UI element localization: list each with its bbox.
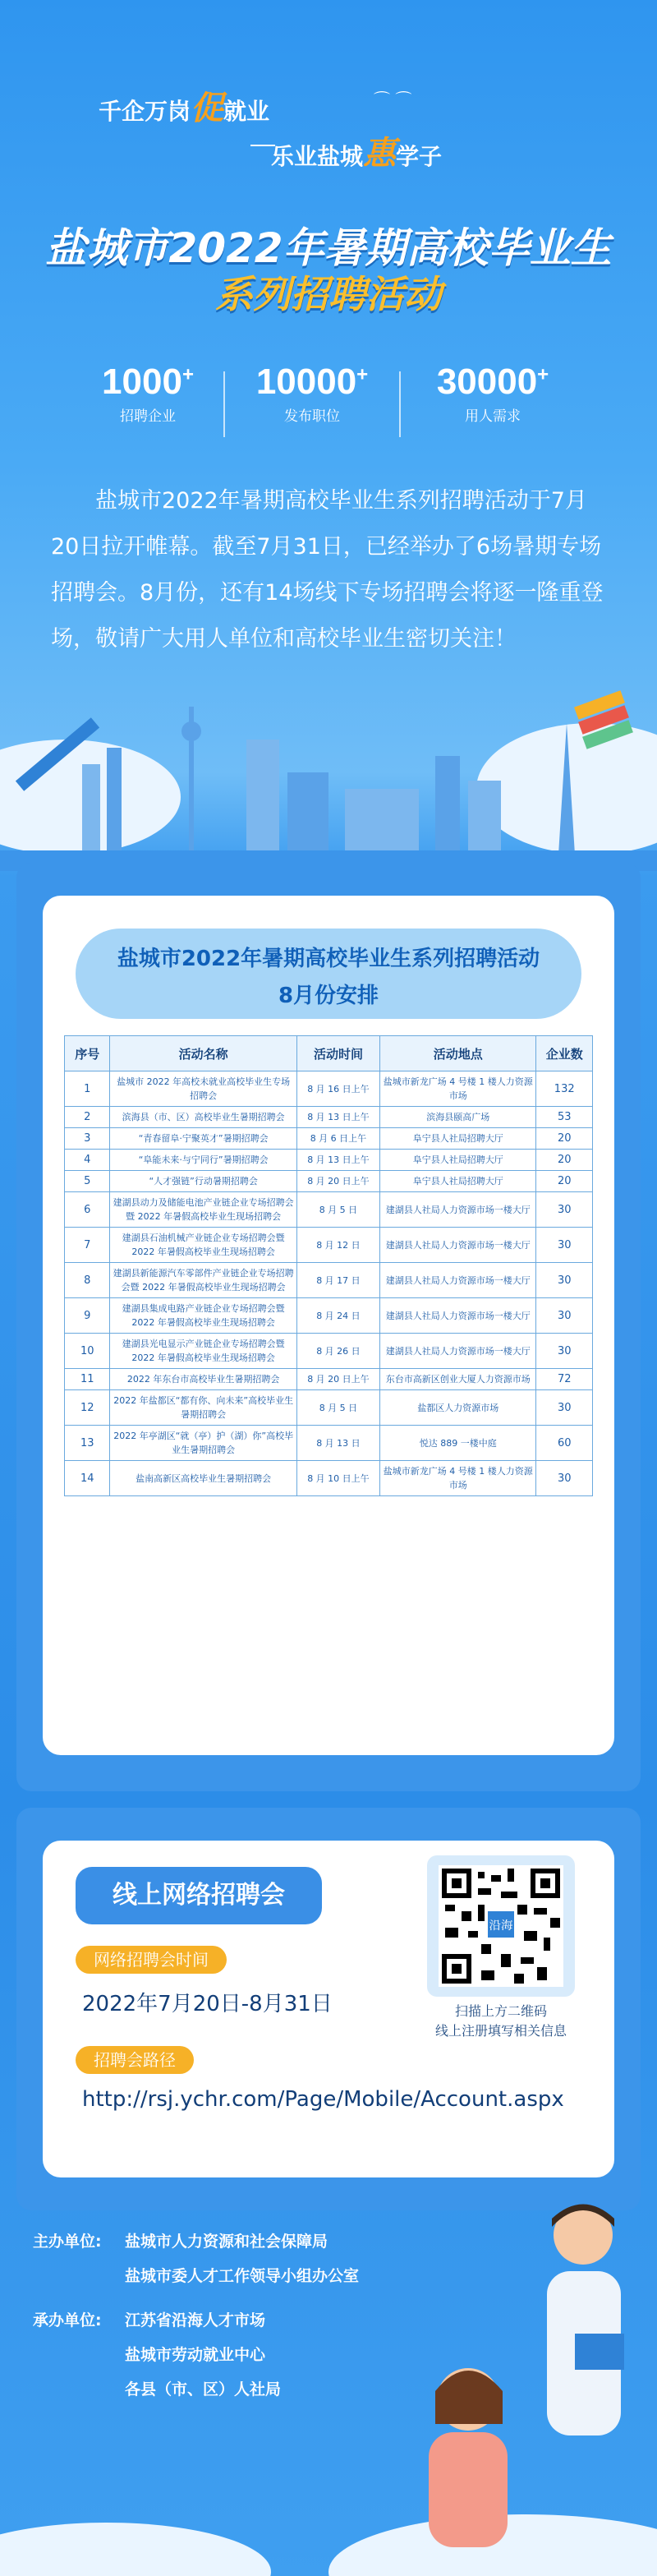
stat-plus: + xyxy=(537,363,549,386)
slogan-text: 千企万岗 xyxy=(99,98,191,125)
organizer-value: 各县（市、区）人社局 xyxy=(125,2380,282,2399)
schedule-title-pill xyxy=(76,929,581,1019)
table-cell: 6 xyxy=(65,1192,110,1228)
table-cell: 4 xyxy=(65,1150,110,1171)
slogan-line-1 xyxy=(99,82,269,129)
table-row xyxy=(65,1461,593,1496)
stat-positions xyxy=(230,362,394,425)
table-cell: 5 xyxy=(65,1171,110,1192)
table-cell: 8 月 5 日 xyxy=(296,1390,379,1426)
table-cell: 盐城市 2022 年高校未就业高校毕业生专场招聘会 xyxy=(110,1071,296,1107)
table-cell: 盐城市新龙广场 4 号楼 1 楼人力资源市场 xyxy=(380,1461,536,1496)
stat-label: 招聘企业 xyxy=(120,408,176,425)
qr-caption-line: 扫描上方二维码 xyxy=(454,2003,547,2019)
slogan-text: 学子 xyxy=(396,143,443,170)
stat-number: 1000 xyxy=(102,362,182,402)
stat-number: 30000 xyxy=(436,362,538,402)
table-cell: 30 xyxy=(536,1228,593,1263)
table-cell: 8 月 24 日 xyxy=(296,1298,379,1334)
table-cell: 8 月 13 日上午 xyxy=(296,1107,379,1128)
table-cell: 10 xyxy=(65,1334,110,1369)
column-header: 活动地点 xyxy=(380,1036,536,1071)
table-cell: 滨海县颐高广场 xyxy=(380,1107,536,1128)
slogan-highlight: 促 xyxy=(191,89,224,127)
fair-path-link[interactable]: http://rsj.ychr.com/Page/Mobile/Account.aspx xyxy=(82,2087,564,2112)
table-cell: 30 xyxy=(536,1334,593,1369)
host-value: 盐城市人力资源和社会保障局 xyxy=(125,2233,328,2251)
table-row xyxy=(65,1171,593,1192)
table-cell: 12 xyxy=(65,1390,110,1426)
table-cell: 8 月 12 日 xyxy=(296,1228,379,1263)
stat-plus: + xyxy=(181,363,194,386)
table-header-row xyxy=(65,1036,593,1071)
host-value: 盐城市委人才工作领导小组办公室 xyxy=(125,2267,360,2285)
table-cell: 20 xyxy=(536,1128,593,1150)
column-header: 活动名称 xyxy=(110,1036,296,1071)
table-cell: 8 月 6 日上午 xyxy=(296,1128,379,1150)
table-cell: 盐都区人力资源市场 xyxy=(380,1390,536,1426)
qr-code-icon[interactable] xyxy=(439,1865,563,1987)
fair-path-tag: 招聘会路径 xyxy=(76,2046,194,2074)
table-cell: 60 xyxy=(536,1426,593,1461)
table-cell: 悦达 889 一楼中庭 xyxy=(380,1426,536,1461)
table-cell: 7 xyxy=(65,1228,110,1263)
table-cell: 阜宁县人社局招聘大厅 xyxy=(380,1171,536,1192)
slogan-line-2 xyxy=(271,127,442,174)
table-cell: 建湖县人社局人力资源市场一楼大厅 xyxy=(380,1298,536,1334)
table-cell: 30 xyxy=(536,1390,593,1426)
table-cell: 30 xyxy=(536,1192,593,1228)
table-cell: 14 xyxy=(65,1461,110,1496)
table-cell: 建湖县动力及储能电池产业链企业专场招聘会暨 2022 年暑假高校毕业生现场招聘会 xyxy=(110,1192,296,1228)
table-row xyxy=(65,1150,593,1171)
schedule-panel xyxy=(43,896,614,1755)
stat-divider xyxy=(223,371,225,437)
stat-plus: + xyxy=(356,363,369,386)
table-row xyxy=(65,1128,593,1150)
table-cell: 2022 年盐都区“都有你、向未来”高校毕业生暑期招聘会 xyxy=(110,1390,296,1426)
table-cell: 53 xyxy=(536,1107,593,1128)
city-skyline-illustration xyxy=(0,674,657,871)
slogan-text: 乐业盐城 xyxy=(271,143,364,170)
table-row xyxy=(65,1298,593,1334)
birds-icon: ⌒ ⌒ xyxy=(374,90,412,109)
table-cell: 建湖县人社局人力资源市场一楼大厅 xyxy=(380,1192,536,1228)
table-cell: 132 xyxy=(536,1071,593,1107)
stat-number: 10000 xyxy=(255,362,357,402)
table-cell: 3 xyxy=(65,1128,110,1150)
table-cell: 建湖县人社局人力资源市场一楼大厅 xyxy=(380,1263,536,1298)
table-cell: 8 月 26 日 xyxy=(296,1334,379,1369)
stat-divider xyxy=(399,371,401,437)
table-row xyxy=(65,1228,593,1263)
online-fair-button[interactable]: 线上网络招聘会 xyxy=(76,1867,322,1924)
table-cell: 30 xyxy=(536,1461,593,1496)
table-cell: 建湖县新能源汽车零部件产业链企业专场招聘会暨 2022 年暑假高校毕业生现场招聘会 xyxy=(110,1263,296,1298)
qr-caption-line: 线上注册填写相关信息 xyxy=(434,2023,567,2039)
table-cell: 东台市高新区创业大厦人力资源市场 xyxy=(380,1369,536,1390)
stats-row xyxy=(0,362,657,452)
schedule-card xyxy=(16,863,641,1791)
table-cell: 8 月 20 日上午 xyxy=(296,1369,379,1390)
table-cell: 2022 年东台市高校毕业生暑期招聘会 xyxy=(110,1369,296,1390)
column-header: 企业数 xyxy=(536,1036,593,1071)
table-cell: 2022 年亭湖区“就（亭）护（湖）你”高校毕业生暑期招聘会 xyxy=(110,1426,296,1461)
schedule-title: 盐城市2022年暑期高校毕业生系列招聘活动 xyxy=(117,947,540,971)
table-cell: 20 xyxy=(536,1150,593,1171)
table-cell: 8 月 20 日上午 xyxy=(296,1171,379,1192)
table-cell: 30 xyxy=(536,1298,593,1334)
stat-label: 用人需求 xyxy=(465,408,521,425)
people-illustration xyxy=(0,2186,657,2576)
table-row xyxy=(65,1192,593,1228)
qr-code-box xyxy=(427,1855,575,1997)
online-fair-card xyxy=(16,1808,641,2210)
organizer-label: 承办单位: xyxy=(33,2311,102,2329)
qr-center-label: 沿海 xyxy=(489,1919,513,1933)
fair-time-value: 2022年7月20日-8月31日 xyxy=(82,1992,333,2016)
table-cell: 1 xyxy=(65,1071,110,1107)
table-cell: 8 月 13 日上午 xyxy=(296,1150,379,1171)
table-cell: 8 xyxy=(65,1263,110,1298)
stat-demand xyxy=(407,362,579,425)
table-cell: 盐城市新龙广场 4 号楼 1 楼人力资源市场 xyxy=(380,1071,536,1107)
table-row xyxy=(65,1334,593,1369)
table-cell: 建湖县人社局人力资源市场一楼大厅 xyxy=(380,1334,536,1369)
woman-figure-icon xyxy=(429,2368,508,2547)
organizer-value: 盐城市劳动就业中心 xyxy=(125,2346,266,2364)
column-header: 序号 xyxy=(65,1036,110,1071)
page-subtitle: 系列招聘活动 xyxy=(215,272,442,316)
stat-label: 发布职位 xyxy=(284,408,340,425)
table-cell: 8 月 10 日上午 xyxy=(296,1461,379,1496)
table-cell: 盐南高新区高校毕业生暑期招聘会 xyxy=(110,1461,296,1496)
fair-time-tag: 网络招聘会时间 xyxy=(76,1946,227,1974)
table-cell: 8 月 16 日上午 xyxy=(296,1071,379,1107)
table-cell: 9 xyxy=(65,1298,110,1334)
slogan-text: 就业 xyxy=(223,98,270,125)
table-cell: 建湖县集成电路产业链企业专场招聘会暨 2022 年暑假高校毕业生现场招聘会 xyxy=(110,1298,296,1334)
man-figure-icon xyxy=(547,2205,624,2436)
column-header: 活动时间 xyxy=(296,1036,379,1071)
table-row xyxy=(65,1426,593,1461)
slogan-highlight: 惠 xyxy=(363,134,397,173)
host-label: 主办单位: xyxy=(33,2233,102,2251)
table-row xyxy=(65,1107,593,1128)
table-cell: 20 xyxy=(536,1171,593,1192)
table-row xyxy=(65,1071,593,1107)
table-cell: “人才强链”行动暑期招聘会 xyxy=(110,1171,296,1192)
intro-paragraph: 盐城市2022年暑期高校毕业生系列招聘活动于7月20日拉开帷幕。截至7月31日，已经举办了6场暑期专场招聘会。8月份，还有14场线下专场招聘会将逐一隆重登场，敬请广大用人单位和高校毕业生密切关注！ xyxy=(51,488,604,652)
table-row xyxy=(65,1369,593,1390)
schedule-subtitle: 8月份安排 xyxy=(278,984,379,1008)
table-cell: 建湖县人社局人力资源市场一楼大厅 xyxy=(380,1228,536,1263)
stat-enterprises xyxy=(78,362,218,425)
table-cell: 阜宁县人社局招聘大厅 xyxy=(380,1128,536,1150)
organizer-value: 江苏省沿海人才市场 xyxy=(125,2311,266,2329)
table-row xyxy=(65,1390,593,1426)
table-cell: 建湖县石油机械产业链企业专场招聘会暨 2022 年暑假高校毕业生现场招聘会 xyxy=(110,1228,296,1263)
page-title: 盐城市2022年暑期高校毕业生 xyxy=(45,224,612,272)
table-cell: 阜宁县人社局招聘大厅 xyxy=(380,1150,536,1171)
qr-caption xyxy=(404,2002,598,2041)
table-cell: 滨海县（市、区）高校毕业生暑期招聘会 xyxy=(110,1107,296,1128)
table-cell: 8 月 13 日 xyxy=(296,1426,379,1461)
table-cell: 8 月 5 日 xyxy=(296,1192,379,1228)
table-cell: 72 xyxy=(536,1369,593,1390)
schedule-table xyxy=(64,1035,593,1496)
table-cell: 8 月 17 日 xyxy=(296,1263,379,1298)
table-cell: “阜能未来·与宁同行”暑期招聘会 xyxy=(110,1150,296,1171)
table-cell: 11 xyxy=(65,1369,110,1390)
table-cell: 30 xyxy=(536,1263,593,1298)
online-fair-panel xyxy=(43,1841,614,2177)
table-cell: 13 xyxy=(65,1426,110,1461)
table-row xyxy=(65,1263,593,1298)
table-cell: 2 xyxy=(65,1107,110,1128)
table-cell: 建湖县光电显示产业链企业专场招聘会暨 2022 年暑假高校毕业生现场招聘会 xyxy=(110,1334,296,1369)
table-cell: “青春留阜·宁聚英才”暑期招聘会 xyxy=(110,1128,296,1150)
